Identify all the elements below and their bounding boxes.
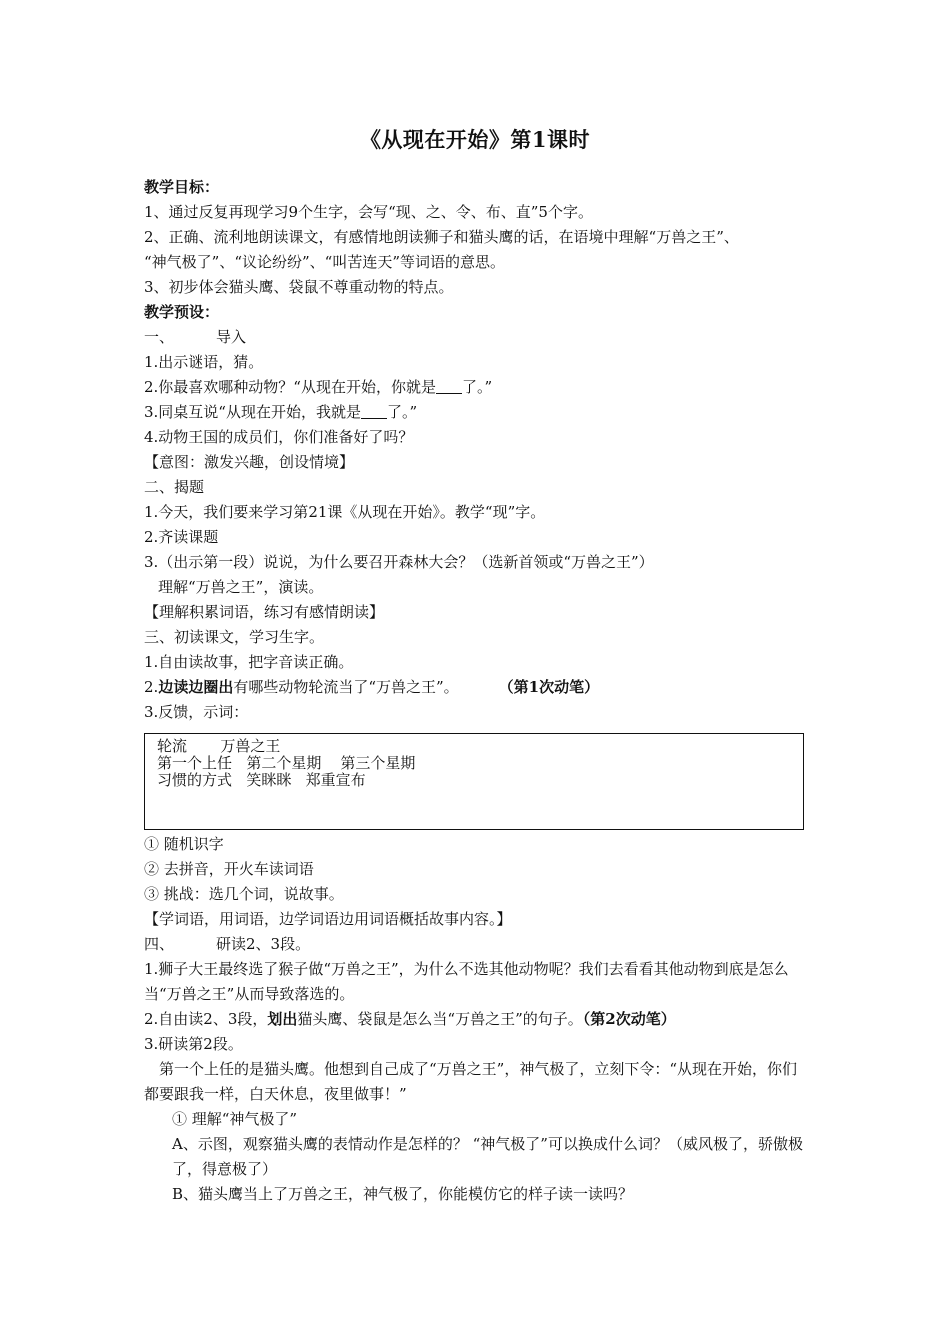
intent-note: 【意图：激发兴趣，创设情境】 bbox=[144, 453, 355, 471]
page-title: 《从现在开始》第1课时 bbox=[359, 127, 591, 152]
step-line: 1.今天，我们要来学习第21课《从现在开始》。教学“现”字。 bbox=[144, 503, 546, 521]
goal-item: 3、初步体会猫头鹰、袋鼠不尊重动物的特点。 bbox=[144, 278, 454, 296]
goal-item: 1、通过反复再现学习9个生字，会写“现、之、令、布、直”5个字。 bbox=[144, 203, 593, 221]
fill-blank bbox=[436, 379, 462, 394]
section-title: 导入 bbox=[216, 328, 247, 346]
section-heading: 三、初读课文，学习生字。 bbox=[144, 628, 325, 646]
section-heading bbox=[144, 932, 810, 957]
step-line: 理解“万兽之王”，演读。 bbox=[158, 578, 324, 596]
section-number: 四、 bbox=[144, 935, 175, 953]
circled-step: ① 随机识字 bbox=[144, 835, 224, 853]
step-line: 3.同桌互说“从现在开始，我就是 了。” bbox=[144, 403, 418, 421]
pen-tag: （第1次动笔） bbox=[498, 678, 600, 696]
section-number: 一、 bbox=[144, 328, 175, 346]
step-line: 2.齐读课题 bbox=[144, 528, 219, 546]
fill-blank bbox=[361, 404, 387, 419]
goal-item: “神气极了”、“议论纷纷”、“叫苦连天”等词语的意思。 bbox=[144, 253, 506, 271]
step-line: 3.反馈，示词： bbox=[144, 703, 249, 721]
section-title: 研读2、3段。 bbox=[216, 935, 311, 953]
pen-tag: （第2次动笔） bbox=[582, 1010, 676, 1028]
intent-note: 【理解积累词语，练习有感情朗读】 bbox=[144, 603, 385, 621]
goals-heading: 教学目标： bbox=[144, 178, 220, 196]
document-body bbox=[144, 175, 810, 1207]
goal-item: 2、正确、流利地朗读课文，有感情地朗读狮子和猫头鹰的话，在语境中理解“万兽之王”、 bbox=[144, 228, 739, 246]
step-line: 1.狮子大王最终选了猴子做“万兽之王”，为什么不选其他动物呢？我们去看看其他动物到底是怎么当“万兽之王”从而导致落选的。 bbox=[144, 960, 789, 1003]
sub-step: A、示图，观察猫头鹰的表情动作是怎样的？ “神气极了”可以换成什么词？（威风极了，骄傲极了，得意极了） bbox=[172, 1135, 803, 1178]
text-passage: 第一个上任的是猫头鹰。他想到自己成了“万兽之王”，神气极了，立刻下令：“从现在开始，你们都要跟我一样，白天休息，夜里做事！” bbox=[144, 1060, 798, 1103]
circled-step: ① 理解“神气极了” bbox=[172, 1110, 298, 1128]
step-line: 1.自由读故事，把字音读正确。 bbox=[144, 653, 354, 671]
word-box bbox=[144, 733, 804, 830]
word-row: 轮流 万兽之王 bbox=[157, 737, 281, 755]
design-heading: 教学预设： bbox=[144, 303, 220, 321]
circled-step: ② 去拼音，开火车读词语 bbox=[144, 860, 314, 878]
step-line: 2.自由读2、3段，划出猫头鹰、袋鼠是怎么当“万兽之王”的句子。（第2次动笔） bbox=[144, 1010, 676, 1028]
section-heading bbox=[144, 325, 810, 350]
circled-step: ③ 挑战：选几个词，说故事。 bbox=[144, 885, 344, 903]
sub-step: B、猫头鹰当上了万兽之王，神气极了，你能模仿它的样子读一读吗？ bbox=[172, 1185, 634, 1203]
step-line: 4.动物王国的成员们，你们准备好了吗？ bbox=[144, 428, 414, 446]
section-heading: 二、揭题 bbox=[144, 478, 205, 496]
step-line: 3.（出示第一段）说说，为什么要召开森林大会？（选新首领或“万兽之王”） bbox=[144, 553, 654, 571]
word-row: 习惯的方式 笑眯眯 郑重宣布 bbox=[157, 771, 366, 789]
step-line: 3.研读第2段。 bbox=[144, 1035, 243, 1053]
step-line: 2.你最喜欢哪种动物？“从现在开始，你就是 了。” bbox=[144, 378, 493, 396]
step-line: 2.边读边圈出有哪些动物轮流当了“万兽之王”。 （第1次动笔） bbox=[144, 678, 600, 696]
intent-note: 【学词语，用词语，边学词语边用词语概括故事内容。】 bbox=[144, 910, 512, 928]
word-row: 第一个上任 第二个星期 第三个星期 bbox=[157, 754, 416, 772]
step-line: 1.出示谜语，猜。 bbox=[144, 353, 264, 371]
